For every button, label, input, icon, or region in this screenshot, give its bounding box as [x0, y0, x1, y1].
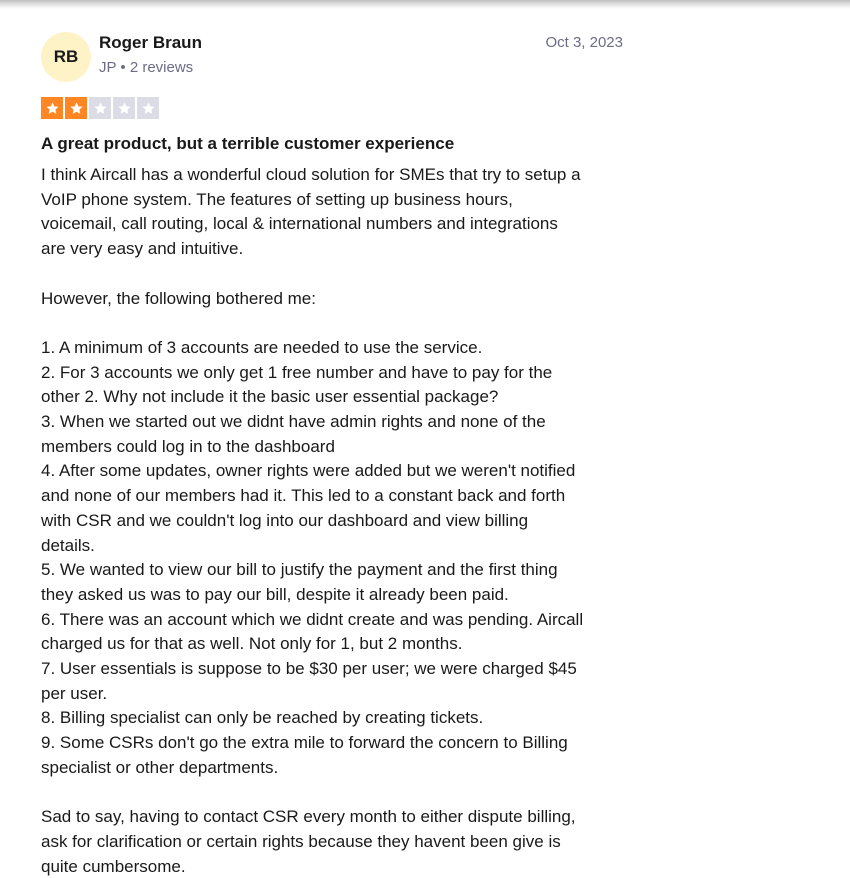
star-filled-icon — [65, 97, 87, 119]
top-shadow-divider — [0, 0, 850, 9]
consumer-name-link[interactable]: Roger Braun — [99, 33, 202, 52]
review-date: Oct 3, 2023 — [545, 34, 623, 51]
star-empty-icon — [113, 97, 135, 119]
star-empty-icon — [137, 97, 159, 119]
review-title[interactable]: A great product, but a terrible customer experience — [41, 134, 455, 153]
star-filled-icon — [41, 97, 63, 119]
avatar[interactable]: RB — [41, 32, 91, 82]
star-rating — [41, 97, 159, 119]
consumer-info — [99, 32, 202, 78]
consumer-meta: JP • 2 reviews — [99, 59, 194, 76]
review-header — [41, 30, 641, 94]
review-card — [41, 30, 641, 876]
star-empty-icon — [89, 97, 111, 119]
review-body: I think Aircall has a wonderful cloud solution for SMEs that try to setup a VoIP phone system. The features of setting up business hours, voicemail, call routing, local & international numbers and integrations are very easy and intuitive. However, the following bothered me: 1. A minimum of 3 accounts are needed to use the service. 2. For 3 accounts we only get 1 free number and have to pay for the other 2. Why not include it the basic user essential package? 3. When we started out we didnt have admin rights and none of the members could log in to the dashboard 4. After some updates, owner rights were added but we weren't notified and none of our members had it. This led to a constant back and forth with CSR and we couldn't log into our dashboard and view billing details. 5. We wanted to view our bill to justify the payment and the first thing they asked us was to pay our bill, despite it already been paid. 6. There was an account which we didnt create and was pending. Aircall charged us for that as well. Not only for 1, but 2 months. 7. User essentials is suppose to be $30 per user; we were charged $45 per user. 8. Billing specialist can only be reached by creating tickets. 9. Some CSRs don't go the extra mile to forward the concern to Billing specialist or other departments. Sad to say, having to contact CSR every month to either dispute billing, ask for clarification or certain rights because they havent been give is quite cumbersome. — [41, 165, 584, 876]
